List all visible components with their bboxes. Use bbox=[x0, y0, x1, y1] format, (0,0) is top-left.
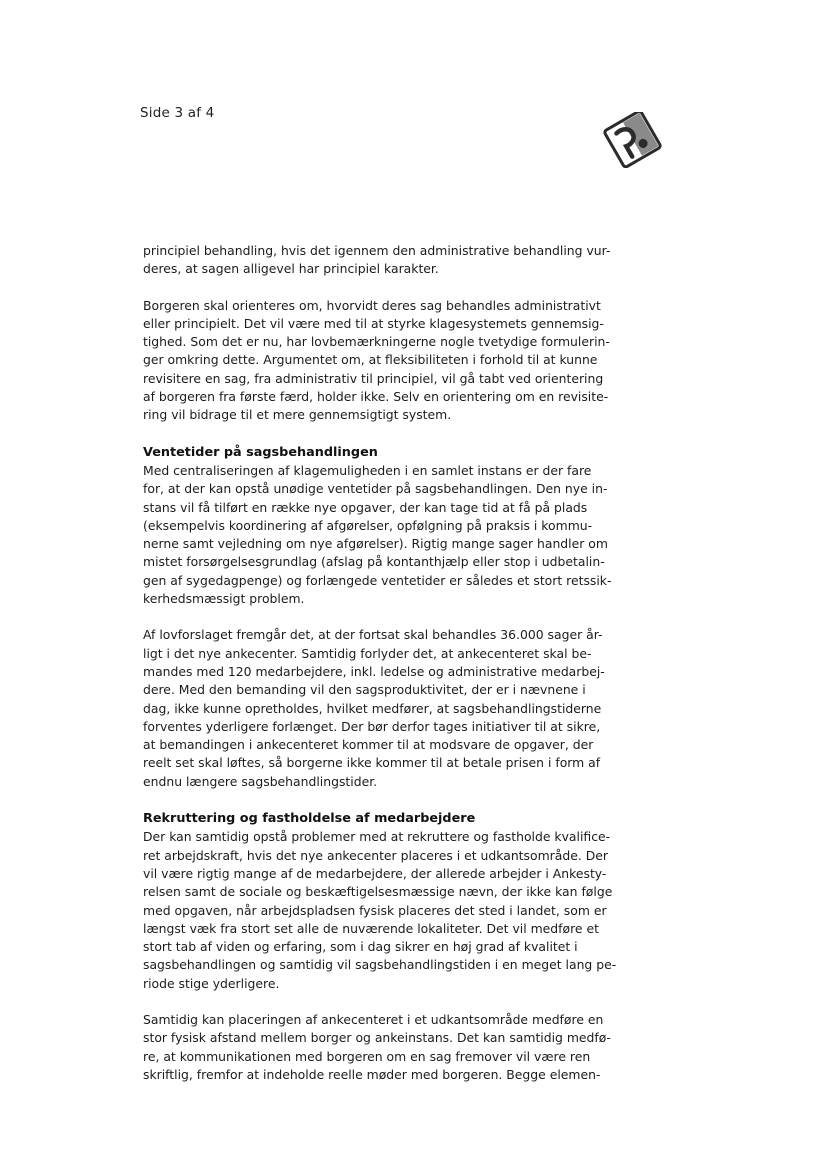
text-line: dere. Med den bemanding vil den sagsproduktivitet, der er i nævnene i bbox=[143, 682, 586, 698]
text-line: ret arbejdskraft, hvis det nye ankecenter placeres i et udkantsområde. Der bbox=[143, 847, 608, 863]
text-line: stort tab af viden og erfaring, som i dag sikrer en høj grad af kvalitet i bbox=[143, 939, 578, 955]
text-line: Samtidig kan placeringen af ankecenteret i et udkantsområde medføre en bbox=[143, 1011, 604, 1027]
text-line: Borgeren skal orienteres om, hvorvidt deres sag behandles administrativt bbox=[143, 297, 601, 313]
text-line: skriftlig, fremfor at indeholde reelle møder med borgeren. Begge elemen- bbox=[143, 1066, 601, 1082]
text-line: gen af sygedagpenge) og forlængede ventetider er således et stort retssik- bbox=[143, 572, 612, 588]
text-line: af borgeren fra første færd, holder ikke. Selv en orientering om en revisite- bbox=[143, 389, 609, 405]
text-line: kerhedsmæssigt problem. bbox=[143, 591, 305, 607]
text-line: ger omkring dette. Argumentet om, at fleksibiliteten i forhold til at kunne bbox=[143, 352, 598, 368]
text-line: (eksempelvis koordinering af afgørelser, opfølgning på praksis i kommu- bbox=[143, 517, 593, 533]
text-line: revisitere en sag, fra administrativ til principiel, vil gå tabt ved orientering bbox=[143, 370, 604, 386]
text-line: mandes med 120 medarbejdere, inkl. ledelse og administrative medarbej- bbox=[143, 663, 605, 679]
text-line: riode stige yderligere. bbox=[143, 975, 280, 991]
page-number: Side 3 af 4 bbox=[140, 105, 215, 121]
paragraph bbox=[143, 828, 643, 993]
text-line: sagsbehandlingen og samtidig vil sagsbehandlingstiden i en meget lang pe- bbox=[143, 957, 617, 973]
text-line: for, at der kan opstå unødige ventetider på sagsbehandlingen. Den nye in- bbox=[143, 481, 608, 497]
text-line: principiel behandling, hvis det igennem den administrative behandling vur- bbox=[143, 243, 611, 258]
section-heading: Ventetider på sagsbehandlingen bbox=[143, 444, 378, 460]
text-line: re, at kommunikationen med borgeren om en sag fremover vil være ren bbox=[143, 1048, 591, 1064]
text-line: Der kan samtidig opstå problemer med at rekruttere og fastholde kvalifice- bbox=[143, 829, 611, 845]
text-line: stans vil få tilført en række nye opgaver, der kan tage tid at få på plads bbox=[143, 499, 588, 515]
text-line: nerne samt vejledning om nye afgørelser). Rigtig mange sager handler om bbox=[143, 536, 608, 552]
paragraph bbox=[143, 462, 643, 608]
document-body bbox=[143, 242, 643, 1084]
text-line: endnu længere sagsbehandlingstider. bbox=[143, 773, 378, 789]
text-line: mistet forsørgelsesgrundlag (afslag på kontanthjælp eller stop i udbetalin- bbox=[143, 554, 605, 570]
text-line: reelt set skal løftes, så borgerne ikke kommer til at betale prisen i form af bbox=[143, 755, 601, 771]
text-line: ring vil bidrage til et mere gennemsigtigt system. bbox=[143, 407, 452, 423]
text-line: med opgaven, når arbejdspladsen fysisk placeres det sted i landet, som er bbox=[143, 902, 607, 918]
text-line: vil være rigtig mange af de medarbejdere, der allerede arbejder i Ankesty- bbox=[143, 865, 607, 881]
text-line: eller principielt. Det vil være med til at styrke klagesystemets gennemsig- bbox=[143, 315, 604, 331]
text-line: at bemandingen i ankecenteret kommer til at modsvare de opgaver, der bbox=[143, 737, 594, 753]
text-line: længst væk fra stort set alle de nuværende lokaliteter. Det vil medføre et bbox=[143, 920, 599, 936]
text-line: Af lovforslaget fremgår det, at der fortsat skal behandles 36.000 sager år- bbox=[143, 627, 603, 643]
text-line: relsen samt de sociale og beskæftigelsesmæssige nævn, der ikke kan følge bbox=[143, 884, 613, 900]
section-heading: Rekruttering og fastholdelse af medarbejdere bbox=[143, 811, 476, 827]
paragraph bbox=[143, 1011, 643, 1084]
text-line: stor fysisk afstand mellem borger og ankeinstans. Det kan samtidig medfø- bbox=[143, 1030, 611, 1046]
paragraph bbox=[143, 626, 643, 791]
text-line: tighed. Som det er nu, har lovbemærkningerne nogle tvetydige formulerin- bbox=[143, 334, 610, 350]
paragraph bbox=[143, 297, 643, 425]
text-line: forventes yderligere forlænget. Der bør derfor tages initiativer til at sikre, bbox=[143, 718, 601, 734]
text-line: deres, at sagen alligevel har principiel karakter. bbox=[143, 261, 439, 277]
text-line: Med centraliseringen af klagemuligheden i en samlet instans er der fare bbox=[143, 462, 592, 478]
text-line: dag, ikke kunne opretholdes, hvilket medfører, at sagsbehandlingstiderne bbox=[143, 700, 602, 716]
paragraph bbox=[143, 242, 643, 279]
organization-logo-icon bbox=[600, 112, 666, 168]
text-line: ligt i det nye ankecenter. Samtidig forlyder det, at ankecenteret skal be- bbox=[143, 645, 592, 661]
